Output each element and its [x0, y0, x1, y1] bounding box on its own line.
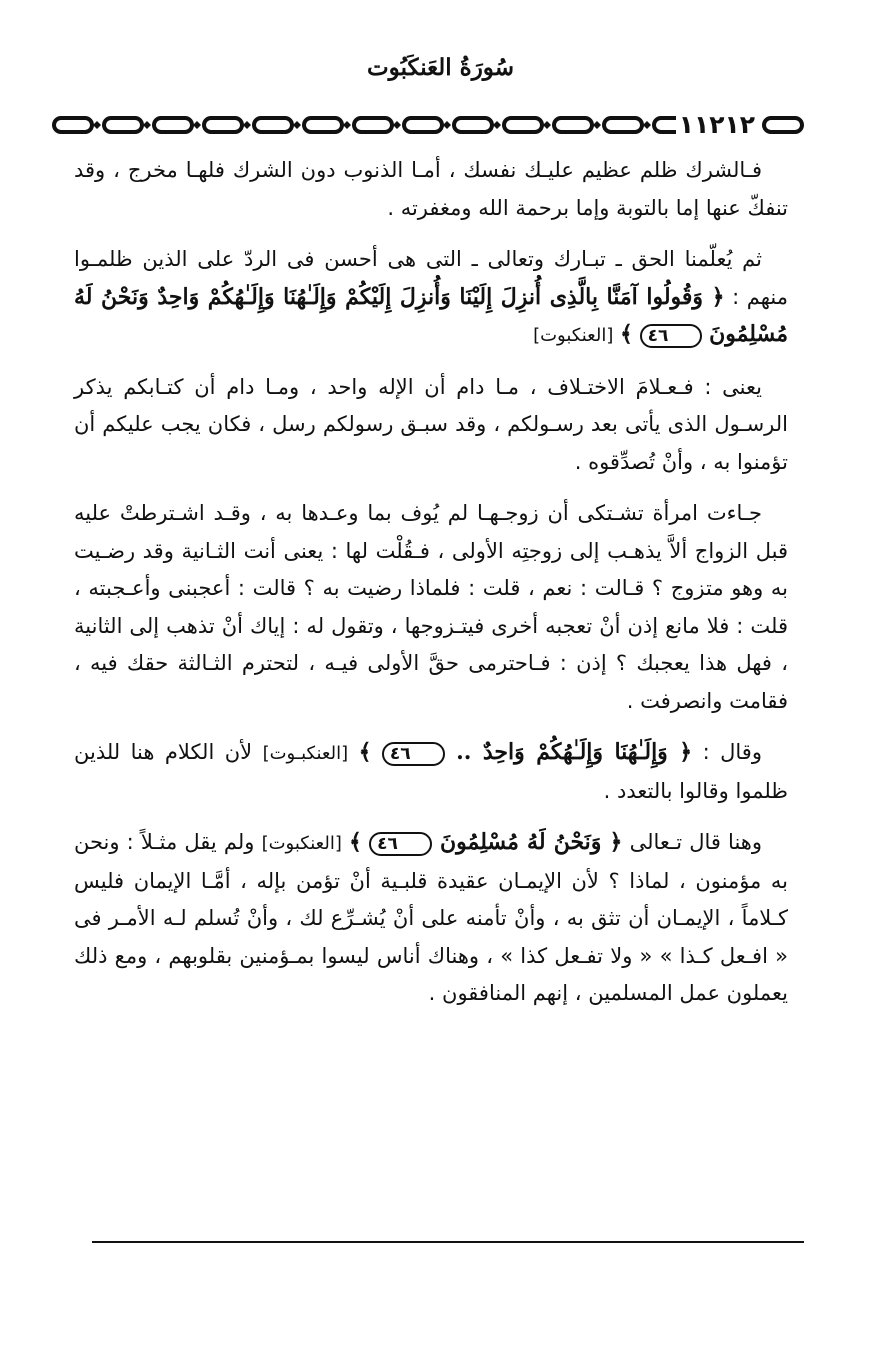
paragraph-3: يعنى : فـعـلامَ الاختـلاف ، مـا دام أن الإله واحد ، ومـا دام أن كتـابكم يذكر الرسـول الذى يأتى بعد رسـولكم ، وقد سبـق رسولكم رسل ، فكان يجب عليكم أن تؤمنوا به ، وأنْ تُصدِّقوه . — [74, 374, 788, 474]
quran-verse: ﴿ وَإِلَـٰهُنَا وَإِلَـٰهُكُمْ وَاحِدٌ .. — [444, 739, 693, 765]
paragraph-6-rest: ولم يقل مثـلاً : ونحن به مؤمنون ، لماذا ؟ لأن الإيمـان عقيدة قلبـية أنْ تؤمن بإله ، أمَّـا الإيمان فليس كـلاماً ، الإيمـان أن تثق به ، وأنْ تأمنه على أنْ يُشـرِّع لك ، وأنْ تُسلم لـه الأمـر فى « افـعل كـذا » « ولا تفـعل كذا » ، وهناك أناس ليسوا بمـؤمنين بقلوبهم ، ومع ذلك يعملون عمل المسلمين ، إنهم المنافقون . — [74, 830, 788, 1005]
surah-reference: [العنكبوت] — [533, 325, 614, 346]
quran-bracket-close: ﴾ — [358, 739, 372, 765]
paragraph-2-intro: ثم يُعلّمنا الحق ـ تبـارك وتعالى ـ التى هى أحسن فى الردّ على الذين ظلمـوا منهم : — [74, 247, 788, 309]
header-ornament-band — [52, 110, 804, 140]
paragraph-4: جـاءت امرأة تشـتكى أن زوجـهـا لم يُوف بما وعـدها به ، وقـد اشـترطتْ عليه قبل الزواج ألاَّ يذهـب إلى زوجتِه الأولى ، فـقُلْت لها : يعنى أنت الثـانية وقد رضـيت به وهو متزوج ؟ قـالت : نعم ، قلت : فلماذا رضيت به ؟ قالت : أعجبنى وأعـجبته ، قلت : فلا مانع إذن أنْ تعجبه أخرى فيتـزوجها ، وتقول له : إياك أنْ تذهب إلى الثانية ، فهل هذا يعجبك ؟ إذن : فـاحترمى حقَّ الأولى فيـه ، لتحترم الثـالثة حقك فيه ، فقامت وانصرفت . — [74, 501, 788, 713]
paragraph-6-intro: وهنا قال تـعالى — [629, 830, 763, 854]
surah-title: سُورَةُ العَنكَبُوت — [367, 54, 514, 81]
paragraph-2 — [74, 241, 788, 355]
ayah-number: ٤٦ — [382, 742, 445, 766]
paragraph-5-intro: وقال : — [702, 740, 762, 764]
surah-reference: [العنكبوت] — [261, 833, 342, 854]
quran-verse: ﴿ وَقُولُوا آمَنَّا بِالَّذِى أُنزِلَ إِلَيْنَا وَأُنزِلَ إِلَيْكُمْ وَإِلَـٰهُنَا وَإِلَـٰهُكُمْ وَاحِدٌ وَنَحْنُ لَهُ مُسْلِمُونَ — [74, 283, 788, 347]
paragraph-1: فـالشرك ظلم عظيم عليـك نفسك ، أمـا الذنوب دون الشرك فلهـا مخرج ، وقد تنفكّ عنها إما بالتوبة وإما برحمة الله ومغفرته . — [74, 158, 788, 220]
surah-reference: [العنكبـوت] — [262, 743, 349, 764]
quran-bracket-close: ﴾ — [349, 829, 362, 855]
footer-rule — [92, 1241, 804, 1243]
quran-bracket-close: ﴾ — [620, 321, 633, 347]
paragraph-5 — [74, 734, 788, 810]
paragraph-5-rest: لأن الكلام هنا للذين ظلموا وقالوا بالتعدد . — [74, 740, 788, 803]
ayah-number: ٤٦ — [369, 832, 432, 856]
quran-verse: ﴿ وَنَحْنُ لَهُ مُسْلِمُونَ — [431, 829, 623, 855]
ayah-number: ٤٦ — [640, 324, 703, 348]
paragraph-6 — [74, 824, 788, 1013]
page-number: ١١٢١٢ — [676, 110, 758, 140]
page-body — [74, 152, 788, 1027]
